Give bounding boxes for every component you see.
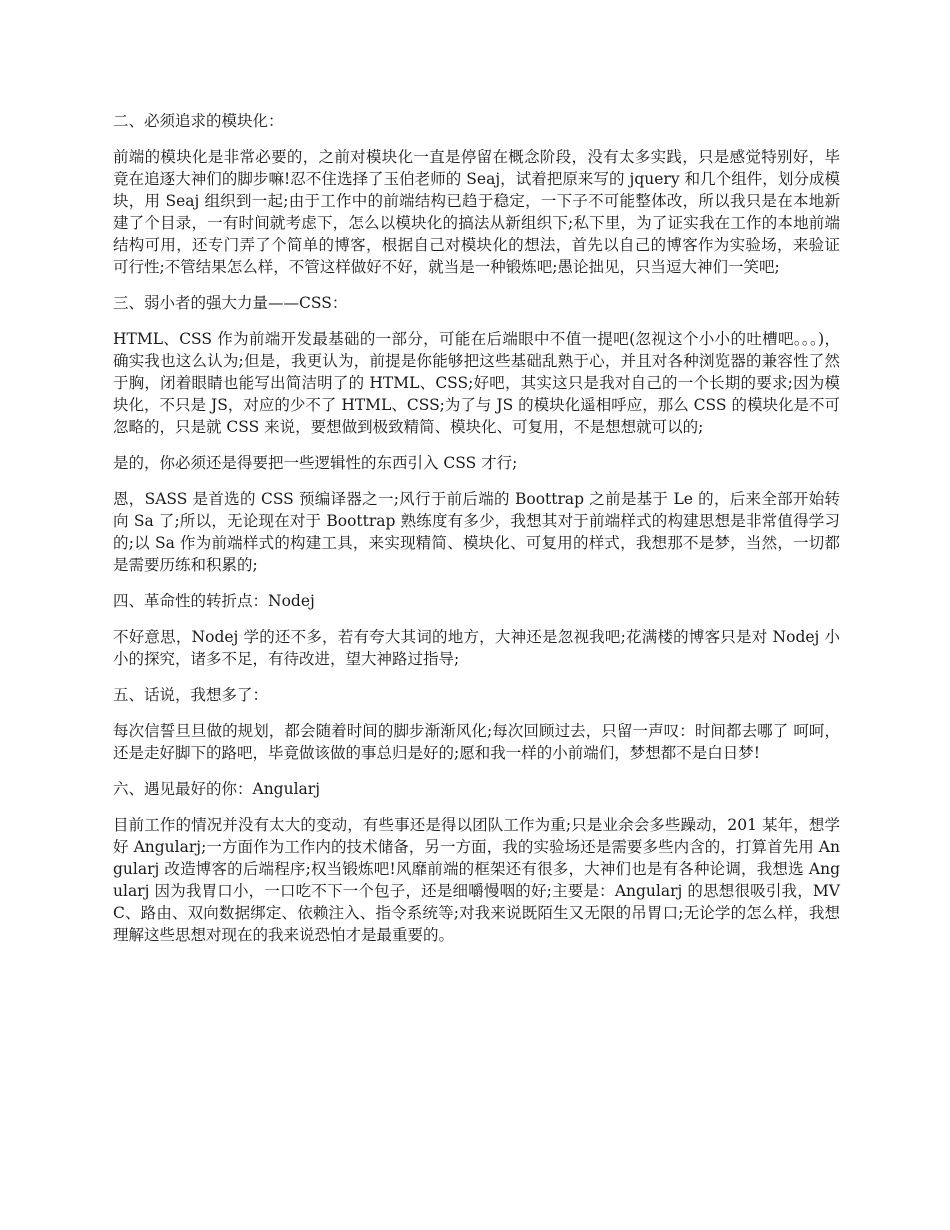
section-heading-css: 三、弱小者的强大力量——CSS：: [113, 294, 348, 312]
section-heading-modularization: 二、必须追求的模块化：: [113, 112, 284, 130]
paragraph-modularization: 前端的模块化是非常必要的，之前对模块化一直是停留在概念阶段，没有太多实践，只是感觉特别好，毕竟在追逐大神们的脚步嘛!忍不住选择了玉伯老师的 Seaj，试着把原来写的 jquery 和几个组件，划分成模块，用 Seaj 组织到一起;由于工作中的前端结构已趋于稳定，一下子不可能整体改，所以我只是在本地新建了个目录，一有时间就考虑下，怎么以模块化的搞法从新组织下;私下里，为了证实我在工作的本地前端结构可用，还专门弄了个简单的博客，根据自己对模块化的想法，首先以自己的博客作为实验场，来验证可行性;不管结果怎么样，不管这样做好不好，就当是一种锻炼吧;愚论拙见，只当逗大神们一笑吧;: [113, 148, 840, 276]
paragraph-sass: 恩，SASS 是首选的 CSS 预编译器之一;风行于前后端的 Boottrap 之前是基于 Le 的，后来全部开始转向 Sa 了;所以，无论现在对于 Boottrap 熟练度有多少，我想其对于前端样式的构建思想是非常值得学习的;以 Sa 作为前端样式的构建工具，来实现精简、模块化、可复用的样式，我想那不是梦，当然，一切都是需要历练和积累的;: [113, 490, 840, 574]
paragraph-nodej: 不好意思，Nodej 学的还不多，若有夸大其词的地方，大神还是忽视我吧;花满楼的博客只是对 Nodej 小小的探究，诸多不足，有待改进，望大神路过指导;: [113, 628, 840, 668]
section-heading-nodej: 四、革命性的转折点：Nodej: [113, 592, 315, 610]
section-heading-angularj: 六、遇见最好的你：Angularj: [113, 780, 320, 798]
section-heading-reflection: 五、话说，我想多了：: [113, 686, 269, 704]
paragraph-reflection: 每次信誓旦旦做的规划，都会随着时间的脚步渐渐风化;每次回顾过去，只留一声叹：时间都去哪了 呵呵，还是走好脚下的路吧，毕竟做该做的事总归是好的;愿和我一样的小前端们，梦想都不是白日梦!: [113, 722, 840, 762]
paragraph-angularj: 目前工作的情况并没有太大的变动，有些事还是得以团队工作为重;只是业余会多些躁动，201 某年，想学好 Angularj;一方面作为工作内的技术储备，另一方面，我的实验场还是需要多些内含的，打算首先用 Angularj 改造博客的后端程序;权当锻炼吧!风靡前端的框架还有很多，大神们也是有各种论调，我想选 Angularj 因为我胃口小，一口吃不下一个包子，还是细嚼慢咽的好;主要是：Angularj 的思想很吸引我，MVC、路由、双向数据绑定、依赖注入、指令系统等;对我来说既陌生又无限的吊胃口;无论学的怎么样，我想理解这些思想对现在的我来说恐怕才是最重要的。: [113, 816, 840, 944]
paragraph-css-logic: 是的，你必须还是得要把一些逻辑性的东西引入 CSS 才行;: [113, 454, 518, 472]
paragraph-css-basics: HTML、CSS 作为前端开发最基础的一部分，可能在后端眼中不值一提吧(忽视这个小小的吐槽吧。。。)，确实我也这么认为;但是，我更认为，前提是你能够把这些基础乱熟于心，并且对各种浏览器的兼容性了然于胸，闭着眼睛也能写出简洁明了的 HTML、CSS;好吧，其实这只是我对自己的一个长期的要求;因为模块化，不只是 JS，对应的少不了 HTML、CSS;为了与 JS 的模块化遥相呼应，那么 CSS 的模块化是不可忽略的，只是就 CSS 来说，要想做到极致精简、模块化、可复用，不是想想就可以的;: [113, 330, 840, 436]
document-page: [113, 110, 840, 960]
